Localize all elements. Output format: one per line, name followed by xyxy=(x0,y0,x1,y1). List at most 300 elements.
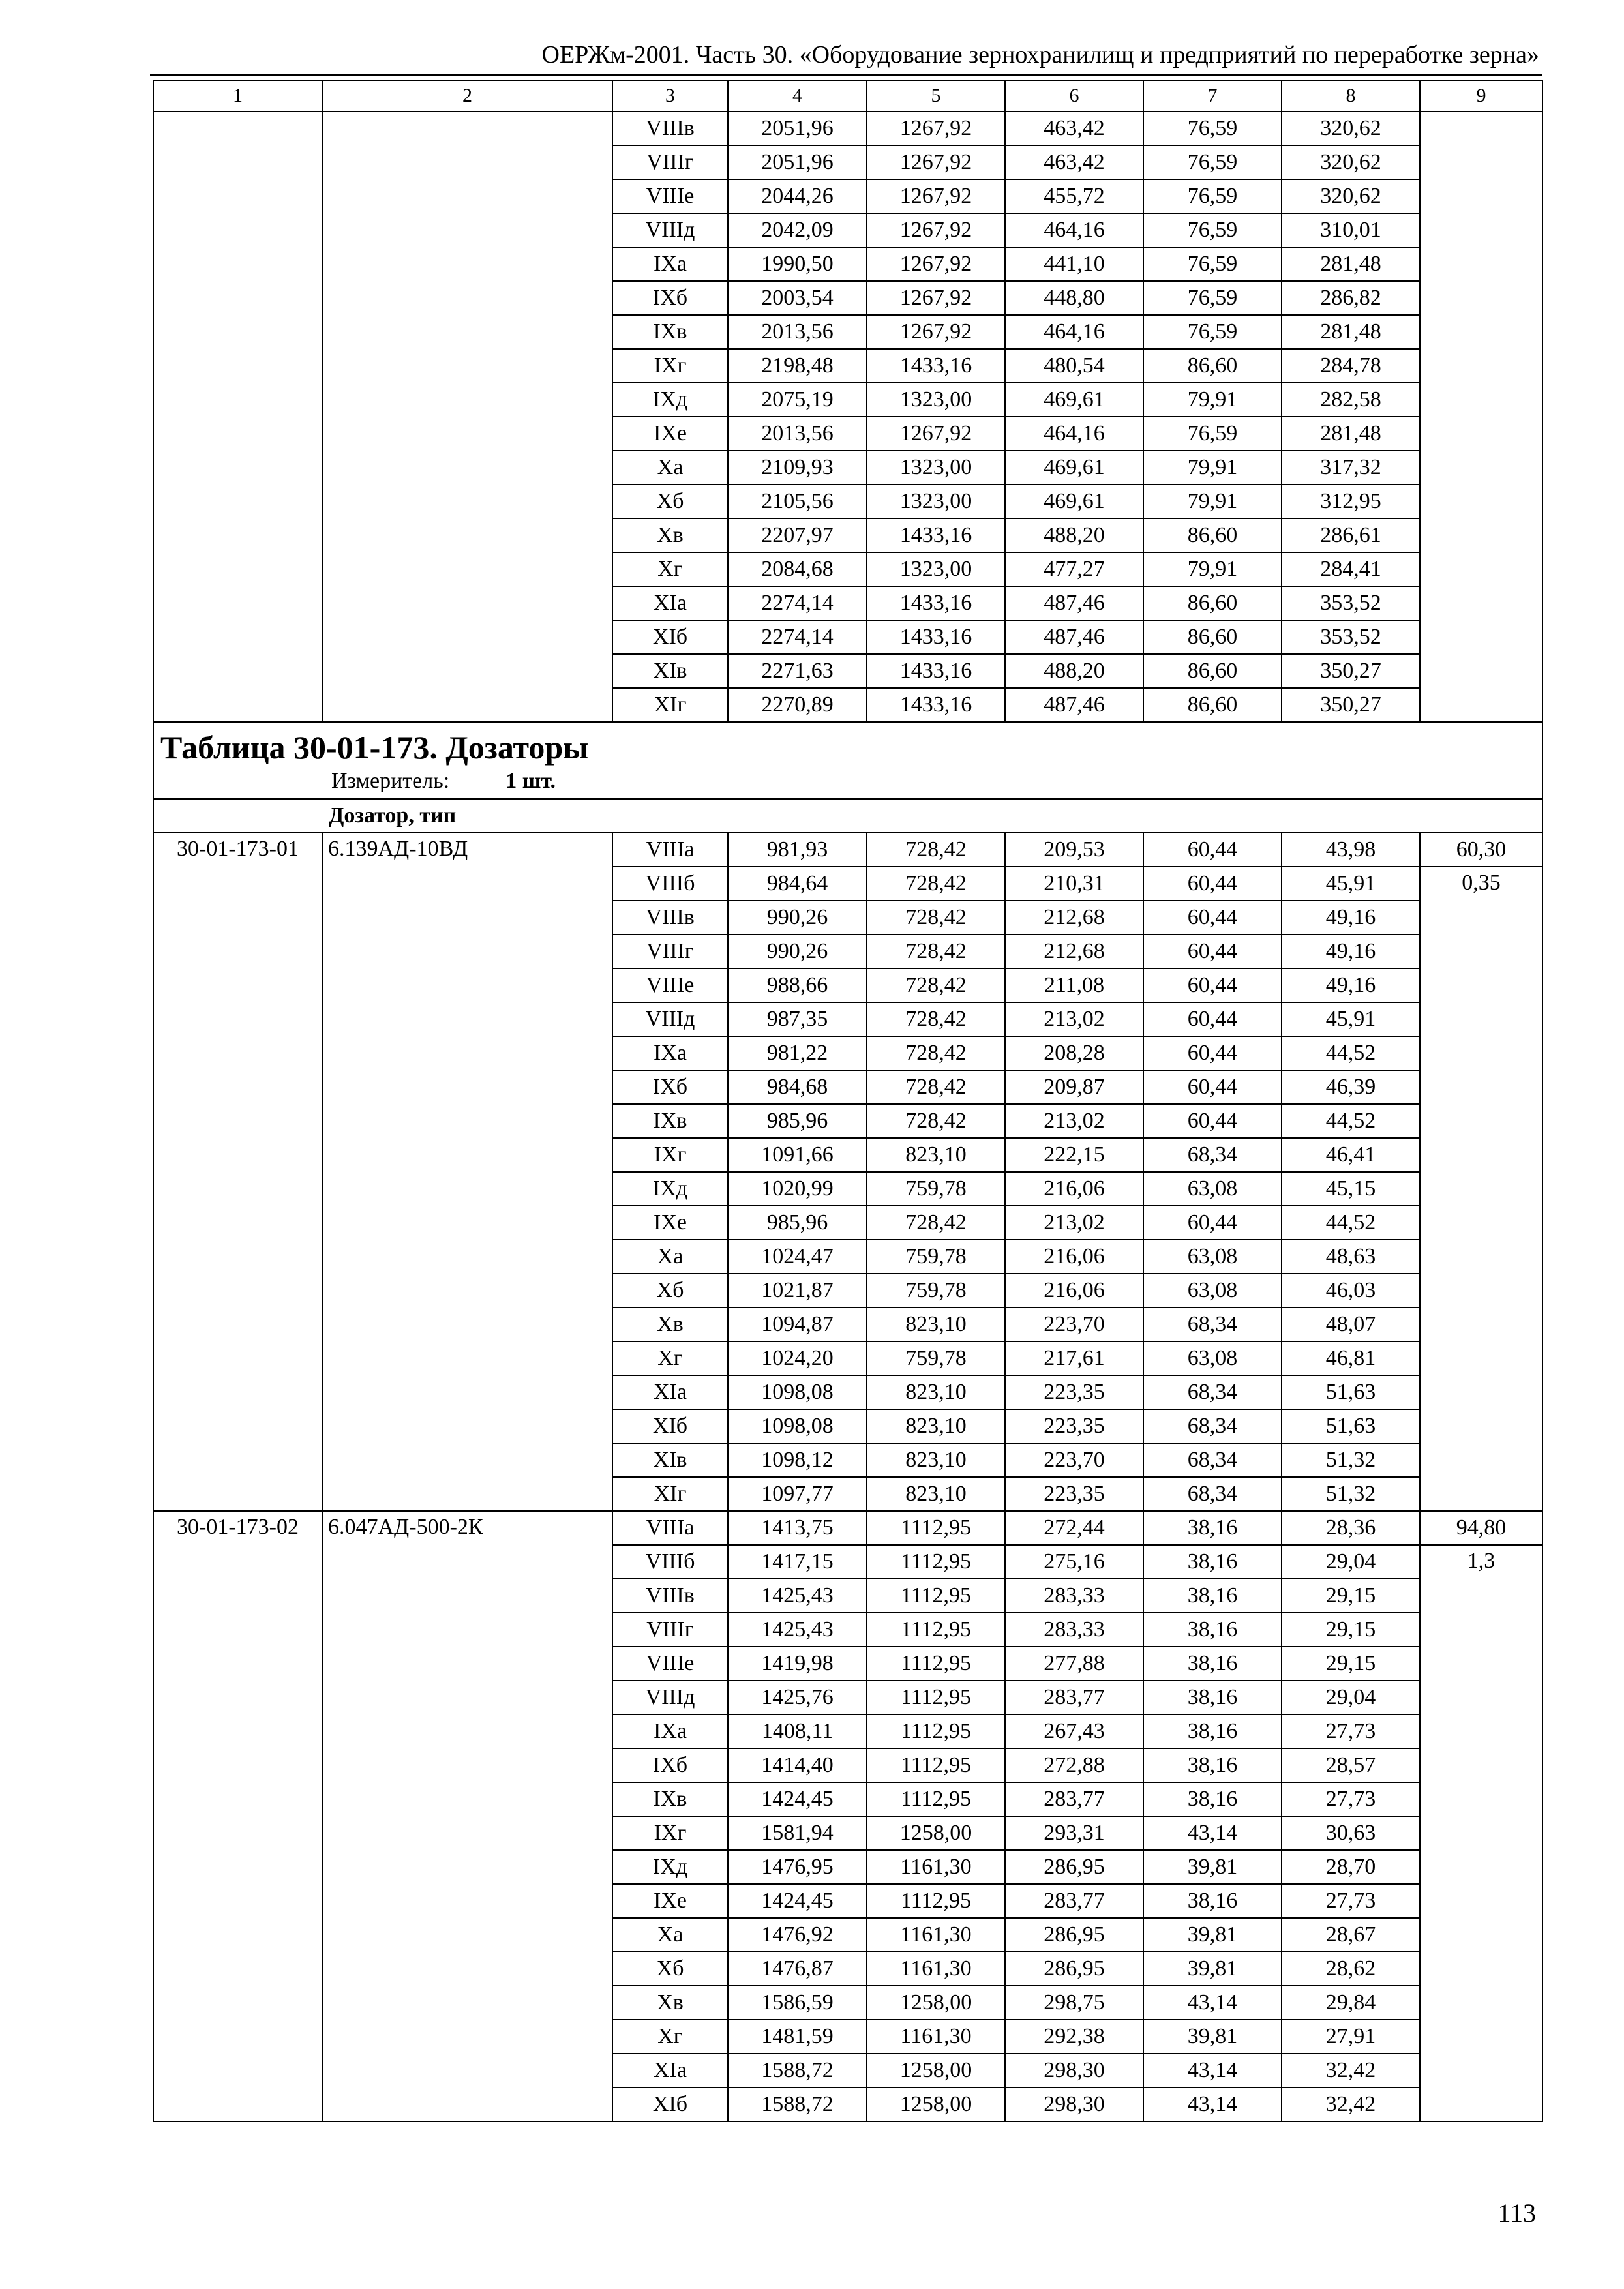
value-cell: 728,42 xyxy=(867,1104,1005,1138)
value-cell: 213,02 xyxy=(1005,1002,1143,1036)
code-cell xyxy=(153,112,322,722)
value-cell: 1323,00 xyxy=(867,485,1005,518)
value-cell: 1112,95 xyxy=(867,1613,1005,1647)
value-cell: 1258,00 xyxy=(867,2054,1005,2087)
column-number-row xyxy=(153,80,1542,112)
value-cell: 208,28 xyxy=(1005,1036,1143,1070)
zone-cell: VIIIв xyxy=(612,901,728,935)
value-cell: 38,16 xyxy=(1143,1511,1282,1545)
value-cell: 469,61 xyxy=(1005,383,1143,417)
value-cell: 2051,96 xyxy=(728,145,867,179)
item-code: 30-01-173-02 xyxy=(153,1511,322,2121)
value-cell: 45,91 xyxy=(1282,1002,1420,1036)
value-cell: 63,08 xyxy=(1143,1274,1282,1308)
value-cell: 223,35 xyxy=(1005,1409,1143,1443)
value-cell: 86,60 xyxy=(1143,349,1282,383)
value-cell: 320,62 xyxy=(1282,179,1420,213)
price-table xyxy=(153,80,1543,2122)
value-cell: 60,44 xyxy=(1143,1002,1282,1036)
value-cell: 284,78 xyxy=(1282,349,1420,383)
zone-cell: IXд xyxy=(612,1172,728,1206)
value-cell: 44,52 xyxy=(1282,1036,1420,1070)
value-cell: 1161,30 xyxy=(867,2020,1005,2054)
value-cell: 60,44 xyxy=(1143,901,1282,935)
value-cell: 448,80 xyxy=(1005,281,1143,315)
value-cell: 76,59 xyxy=(1143,213,1282,247)
value-cell: 283,77 xyxy=(1005,1782,1143,1816)
subheading: Дозатор, тип xyxy=(153,799,1542,833)
value-cell: 469,61 xyxy=(1005,485,1143,518)
value-cell: 60,44 xyxy=(1143,968,1282,1002)
value-cell: 283,77 xyxy=(1005,1681,1143,1714)
value-cell: 1091,66 xyxy=(728,1138,867,1172)
value-cell: 487,46 xyxy=(1005,620,1143,654)
value-cell: 28,67 xyxy=(1282,1918,1420,1952)
value-cell: 1112,95 xyxy=(867,1884,1005,1918)
zone-cell: IXб xyxy=(612,1748,728,1782)
value-cell: 286,95 xyxy=(1005,1918,1143,1952)
value-cell: 68,34 xyxy=(1143,1477,1282,1511)
zone-cell: VIIIг xyxy=(612,935,728,968)
value-cell: 1481,59 xyxy=(728,2020,867,2054)
value-cell: 48,07 xyxy=(1282,1308,1420,1341)
value-cell: 43,14 xyxy=(1143,2054,1282,2087)
table-title-row xyxy=(153,722,1542,799)
zone-cell: XIа xyxy=(612,586,728,620)
value-cell: 68,34 xyxy=(1143,1138,1282,1172)
value-cell: 38,16 xyxy=(1143,1884,1282,1918)
value-cell: 759,78 xyxy=(867,1274,1005,1308)
name-cell xyxy=(322,112,612,722)
value-cell: 209,87 xyxy=(1005,1070,1143,1104)
value-cell: 60,44 xyxy=(1143,1206,1282,1240)
value-cell: 29,04 xyxy=(1282,1681,1420,1714)
value-cell: 2109,93 xyxy=(728,451,867,485)
column-number: 6 xyxy=(1005,80,1143,112)
item-name: 6.139АД-10ВД xyxy=(322,833,612,1511)
value-cell: 293,31 xyxy=(1005,1816,1143,1850)
value-cell: 1267,92 xyxy=(867,247,1005,281)
value-cell: 469,61 xyxy=(1005,451,1143,485)
value-cell: 350,27 xyxy=(1282,688,1420,722)
zone-cell: IXа xyxy=(612,1036,728,1070)
zone-cell: VIIIа xyxy=(612,833,728,867)
value-cell: 39,81 xyxy=(1143,1952,1282,1986)
measure-label: Измеритель: xyxy=(331,769,450,793)
value-cell: 63,08 xyxy=(1143,1240,1282,1274)
zone-cell: VIIIе xyxy=(612,179,728,213)
value-cell: 728,42 xyxy=(867,1036,1005,1070)
value-cell: 1323,00 xyxy=(867,552,1005,586)
column-number: 5 xyxy=(867,80,1005,112)
value-cell: 38,16 xyxy=(1143,1748,1282,1782)
page-header-title: ОЕРЖм-2001. Часть 30. «Оборудование зернохранилищ и предприятий по переработке зерна» xyxy=(541,41,1539,68)
value-cell: 441,10 xyxy=(1005,247,1143,281)
value-cell: 2013,56 xyxy=(728,417,867,451)
value-cell: 2003,54 xyxy=(728,281,867,315)
value-cell: 63,08 xyxy=(1143,1172,1282,1206)
item-name: 6.047АД-500-2К xyxy=(322,1511,612,2121)
zone-cell: VIIIб xyxy=(612,1545,728,1579)
zone-cell: VIIIа xyxy=(612,1511,728,1545)
zone-cell: IXв xyxy=(612,1104,728,1138)
value-cell: 823,10 xyxy=(867,1409,1005,1443)
value-cell: 2274,14 xyxy=(728,586,867,620)
value-cell: 281,48 xyxy=(1282,417,1420,451)
value-cell: 985,96 xyxy=(728,1206,867,1240)
value-cell: 1476,95 xyxy=(728,1850,867,1884)
value-cell: 1020,99 xyxy=(728,1172,867,1206)
item-code: 30-01-173-01 xyxy=(153,833,322,1511)
value-cell: 455,72 xyxy=(1005,179,1143,213)
value-cell: 209,53 xyxy=(1005,833,1143,867)
value-cell: 1258,00 xyxy=(867,1816,1005,1850)
value-cell: 86,60 xyxy=(1143,620,1282,654)
value-cell: 487,46 xyxy=(1005,586,1143,620)
value-cell: 2075,19 xyxy=(728,383,867,417)
value-cell: 2198,48 xyxy=(728,349,867,383)
value-cell: 60,44 xyxy=(1143,1036,1282,1070)
value-cell: 283,77 xyxy=(1005,1884,1143,1918)
value-cell: 480,54 xyxy=(1005,349,1143,383)
value-cell: 29,15 xyxy=(1282,1647,1420,1681)
value-cell: 1267,92 xyxy=(867,315,1005,349)
value-cell: 728,42 xyxy=(867,833,1005,867)
value-cell: 1586,59 xyxy=(728,1986,867,2020)
value-cell: 990,26 xyxy=(728,935,867,968)
value-cell: 286,82 xyxy=(1282,281,1420,315)
col9-value: 0,35 xyxy=(1420,867,1542,1511)
value-cell: 68,34 xyxy=(1143,1409,1282,1443)
value-cell: 86,60 xyxy=(1143,688,1282,722)
value-cell: 1419,98 xyxy=(728,1647,867,1681)
value-cell: 2044,26 xyxy=(728,179,867,213)
value-cell: 488,20 xyxy=(1005,518,1143,552)
value-cell: 487,46 xyxy=(1005,688,1143,722)
value-cell: 1267,92 xyxy=(867,213,1005,247)
value-cell: 823,10 xyxy=(867,1308,1005,1341)
value-cell: 1476,87 xyxy=(728,1952,867,1986)
value-cell: 76,59 xyxy=(1143,112,1282,145)
value-cell: 51,32 xyxy=(1282,1443,1420,1477)
value-cell: 282,58 xyxy=(1282,383,1420,417)
value-cell: 1258,00 xyxy=(867,2087,1005,2121)
zone-cell: XIб xyxy=(612,1409,728,1443)
value-cell: 29,15 xyxy=(1282,1579,1420,1613)
zone-cell: VIIIг xyxy=(612,1613,728,1647)
measure-line xyxy=(160,767,1535,796)
zone-cell: IXа xyxy=(612,247,728,281)
value-cell: 275,16 xyxy=(1005,1545,1143,1579)
value-cell: 86,60 xyxy=(1143,654,1282,688)
value-cell: 1021,87 xyxy=(728,1274,867,1308)
value-cell: 223,35 xyxy=(1005,1477,1143,1511)
zone-cell: XIг xyxy=(612,1477,728,1511)
value-cell: 286,95 xyxy=(1005,1952,1143,1986)
header-divider xyxy=(150,74,1542,76)
value-cell: 27,91 xyxy=(1282,2020,1420,2054)
value-cell: 477,27 xyxy=(1005,552,1143,586)
value-cell: 317,32 xyxy=(1282,451,1420,485)
zone-cell: IXд xyxy=(612,383,728,417)
value-cell: 210,31 xyxy=(1005,867,1143,901)
value-cell: 1161,30 xyxy=(867,1918,1005,1952)
zone-cell: XIг xyxy=(612,688,728,722)
value-cell: 1433,16 xyxy=(867,518,1005,552)
value-cell: 46,03 xyxy=(1282,1274,1420,1308)
value-cell: 1267,92 xyxy=(867,179,1005,213)
value-cell: 68,34 xyxy=(1143,1308,1282,1341)
value-cell: 1161,30 xyxy=(867,1952,1005,1986)
value-cell: 1267,92 xyxy=(867,145,1005,179)
value-cell: 43,14 xyxy=(1143,2087,1282,2121)
value-cell: 79,91 xyxy=(1143,552,1282,586)
value-cell: 488,20 xyxy=(1005,654,1143,688)
value-cell: 217,61 xyxy=(1005,1341,1143,1375)
value-cell: 292,38 xyxy=(1005,2020,1143,2054)
table-row xyxy=(153,833,1542,867)
value-cell: 43,14 xyxy=(1143,1986,1282,2020)
value-cell: 1476,92 xyxy=(728,1918,867,1952)
value-cell: 1424,45 xyxy=(728,1884,867,1918)
zone-cell: IXг xyxy=(612,349,728,383)
value-cell: 1425,76 xyxy=(728,1681,867,1714)
value-cell: 312,95 xyxy=(1282,485,1420,518)
table-title: Таблица 30-01-173. Дозаторы xyxy=(160,729,589,766)
value-cell: 1112,95 xyxy=(867,1545,1005,1579)
value-cell: 39,81 xyxy=(1143,1918,1282,1952)
value-cell: 2051,96 xyxy=(728,112,867,145)
value-cell: 272,44 xyxy=(1005,1511,1143,1545)
subheading-row xyxy=(153,799,1542,833)
value-cell: 44,52 xyxy=(1282,1206,1420,1240)
zone-cell: XIб xyxy=(612,620,728,654)
value-cell: 76,59 xyxy=(1143,417,1282,451)
value-cell: 320,62 xyxy=(1282,145,1420,179)
measure-value: 1 шт. xyxy=(505,769,556,793)
value-cell: 216,06 xyxy=(1005,1240,1143,1274)
value-cell: 86,60 xyxy=(1143,586,1282,620)
value-cell: 45,91 xyxy=(1282,867,1420,901)
value-cell: 1112,95 xyxy=(867,1714,1005,1748)
zone-cell: VIIIб xyxy=(612,867,728,901)
value-cell: 28,62 xyxy=(1282,1952,1420,1986)
value-cell: 463,42 xyxy=(1005,145,1143,179)
zone-cell: VIIIд xyxy=(612,1681,728,1714)
zone-cell: Xв xyxy=(612,518,728,552)
value-cell: 1112,95 xyxy=(867,1579,1005,1613)
zone-cell: IXв xyxy=(612,315,728,349)
zone-cell: VIIIг xyxy=(612,145,728,179)
value-cell: 38,16 xyxy=(1143,1545,1282,1579)
value-cell: 211,08 xyxy=(1005,968,1143,1002)
value-cell: 46,81 xyxy=(1282,1341,1420,1375)
value-cell: 39,81 xyxy=(1143,1850,1282,1884)
zone-cell: Xг xyxy=(612,2020,728,2054)
zone-cell: IXе xyxy=(612,417,728,451)
value-cell: 38,16 xyxy=(1143,1681,1282,1714)
value-cell: 1588,72 xyxy=(728,2054,867,2087)
value-cell: 1267,92 xyxy=(867,417,1005,451)
value-cell: 1098,08 xyxy=(728,1409,867,1443)
value-cell: 728,42 xyxy=(867,867,1005,901)
value-cell: 216,06 xyxy=(1005,1274,1143,1308)
table-title-cell xyxy=(153,722,1542,799)
value-cell: 1112,95 xyxy=(867,1647,1005,1681)
value-cell: 281,48 xyxy=(1282,247,1420,281)
table-row xyxy=(153,1511,1542,1545)
value-cell: 1990,50 xyxy=(728,247,867,281)
value-cell: 49,16 xyxy=(1282,935,1420,968)
value-cell: 213,02 xyxy=(1005,1104,1143,1138)
value-cell: 212,68 xyxy=(1005,901,1143,935)
value-cell: 298,30 xyxy=(1005,2054,1143,2087)
value-cell: 216,06 xyxy=(1005,1172,1143,1206)
value-cell: 759,78 xyxy=(867,1341,1005,1375)
zone-cell: XIа xyxy=(612,2054,728,2087)
zone-cell: IXе xyxy=(612,1206,728,1240)
value-cell: 286,61 xyxy=(1282,518,1420,552)
value-cell: 353,52 xyxy=(1282,620,1420,654)
value-cell: 823,10 xyxy=(867,1375,1005,1409)
value-cell: 1413,75 xyxy=(728,1511,867,1545)
value-cell: 1417,15 xyxy=(728,1545,867,1579)
value-cell: 464,16 xyxy=(1005,213,1143,247)
zone-cell: Xб xyxy=(612,1952,728,1986)
value-cell: 286,95 xyxy=(1005,1850,1143,1884)
zone-cell: Xа xyxy=(612,1918,728,1952)
value-cell: 1267,92 xyxy=(867,112,1005,145)
value-cell: 38,16 xyxy=(1143,1782,1282,1816)
value-cell: 1161,30 xyxy=(867,1850,1005,1884)
value-cell: 76,59 xyxy=(1143,315,1282,349)
value-cell: 281,48 xyxy=(1282,315,1420,349)
col9-cell xyxy=(1420,112,1542,722)
zone-cell: Xв xyxy=(612,1986,728,2020)
value-cell: 985,96 xyxy=(728,1104,867,1138)
price-table-body xyxy=(153,80,1542,2121)
value-cell: 76,59 xyxy=(1143,281,1282,315)
value-cell: 728,42 xyxy=(867,1206,1005,1240)
column-number: 9 xyxy=(1420,80,1542,112)
value-cell: 2042,09 xyxy=(728,213,867,247)
value-cell: 267,43 xyxy=(1005,1714,1143,1748)
value-cell: 284,41 xyxy=(1282,552,1420,586)
value-cell: 1098,12 xyxy=(728,1443,867,1477)
zone-cell: XIа xyxy=(612,1375,728,1409)
value-cell: 1094,87 xyxy=(728,1308,867,1341)
value-cell: 60,44 xyxy=(1143,1070,1282,1104)
value-cell: 1267,92 xyxy=(867,281,1005,315)
value-cell: 60,44 xyxy=(1143,935,1282,968)
value-cell: 86,60 xyxy=(1143,518,1282,552)
value-cell: 49,16 xyxy=(1282,901,1420,935)
value-cell: 1425,43 xyxy=(728,1579,867,1613)
column-number: 1 xyxy=(153,80,322,112)
value-cell: 981,22 xyxy=(728,1036,867,1070)
value-cell: 728,42 xyxy=(867,1002,1005,1036)
value-cell: 984,68 xyxy=(728,1070,867,1104)
value-cell: 27,73 xyxy=(1282,1782,1420,1816)
value-cell: 48,63 xyxy=(1282,1240,1420,1274)
value-cell: 310,01 xyxy=(1282,213,1420,247)
zone-cell: VIIIв xyxy=(612,112,728,145)
zone-cell: Xб xyxy=(612,1274,728,1308)
table-row xyxy=(153,112,1542,145)
value-cell: 1425,43 xyxy=(728,1613,867,1647)
value-cell: 990,26 xyxy=(728,901,867,935)
value-cell: 44,52 xyxy=(1282,1104,1420,1138)
value-cell: 76,59 xyxy=(1143,145,1282,179)
value-cell: 728,42 xyxy=(867,1070,1005,1104)
value-cell: 29,04 xyxy=(1282,1545,1420,1579)
zone-cell: XIв xyxy=(612,1443,728,1477)
column-number: 3 xyxy=(612,80,728,112)
value-cell: 1581,94 xyxy=(728,1816,867,1850)
value-cell: 1097,77 xyxy=(728,1477,867,1511)
value-cell: 1112,95 xyxy=(867,1681,1005,1714)
value-cell: 49,16 xyxy=(1282,968,1420,1002)
value-cell: 76,59 xyxy=(1143,247,1282,281)
zone-cell: XIб xyxy=(612,2087,728,2121)
zone-cell: IXг xyxy=(612,1816,728,1850)
value-cell: 1323,00 xyxy=(867,451,1005,485)
value-cell: 223,70 xyxy=(1005,1443,1143,1477)
value-cell: 76,59 xyxy=(1143,179,1282,213)
value-cell: 63,08 xyxy=(1143,1341,1282,1375)
value-cell: 28,57 xyxy=(1282,1748,1420,1782)
zone-cell: VIIIд xyxy=(612,1002,728,1036)
zone-cell: Xа xyxy=(612,451,728,485)
value-cell: 2013,56 xyxy=(728,315,867,349)
value-cell: 51,32 xyxy=(1282,1477,1420,1511)
value-cell: 29,84 xyxy=(1282,1986,1420,2020)
value-cell: 38,16 xyxy=(1143,1613,1282,1647)
value-cell: 51,63 xyxy=(1282,1409,1420,1443)
value-cell: 1408,11 xyxy=(728,1714,867,1748)
value-cell: 1433,16 xyxy=(867,688,1005,722)
value-cell: 2105,56 xyxy=(728,485,867,518)
value-cell: 1433,16 xyxy=(867,654,1005,688)
col9-value: 1,3 xyxy=(1420,1545,1542,2121)
zone-cell: IXг xyxy=(612,1138,728,1172)
value-cell: 2270,89 xyxy=(728,688,867,722)
value-cell: 298,30 xyxy=(1005,2087,1143,2121)
value-cell: 1323,00 xyxy=(867,383,1005,417)
column-number: 8 xyxy=(1282,80,1420,112)
value-cell: 30,63 xyxy=(1282,1816,1420,1850)
value-cell: 39,81 xyxy=(1143,2020,1282,2054)
value-cell: 988,66 xyxy=(728,968,867,1002)
column-number: 7 xyxy=(1143,80,1282,112)
value-cell: 353,52 xyxy=(1282,586,1420,620)
value-cell: 823,10 xyxy=(867,1477,1005,1511)
value-cell: 223,35 xyxy=(1005,1375,1143,1409)
value-cell: 1258,00 xyxy=(867,1986,1005,2020)
value-cell: 987,35 xyxy=(728,1002,867,1036)
col9-value: 60,30 xyxy=(1420,833,1542,867)
value-cell: 28,70 xyxy=(1282,1850,1420,1884)
value-cell: 29,15 xyxy=(1282,1613,1420,1647)
zone-cell: Xа xyxy=(612,1240,728,1274)
value-cell: 38,16 xyxy=(1143,1714,1282,1748)
value-cell: 60,44 xyxy=(1143,833,1282,867)
zone-cell: Xв xyxy=(612,1308,728,1341)
value-cell: 43,98 xyxy=(1282,833,1420,867)
value-cell: 38,16 xyxy=(1143,1579,1282,1613)
value-cell: 759,78 xyxy=(867,1172,1005,1206)
value-cell: 759,78 xyxy=(867,1240,1005,1274)
